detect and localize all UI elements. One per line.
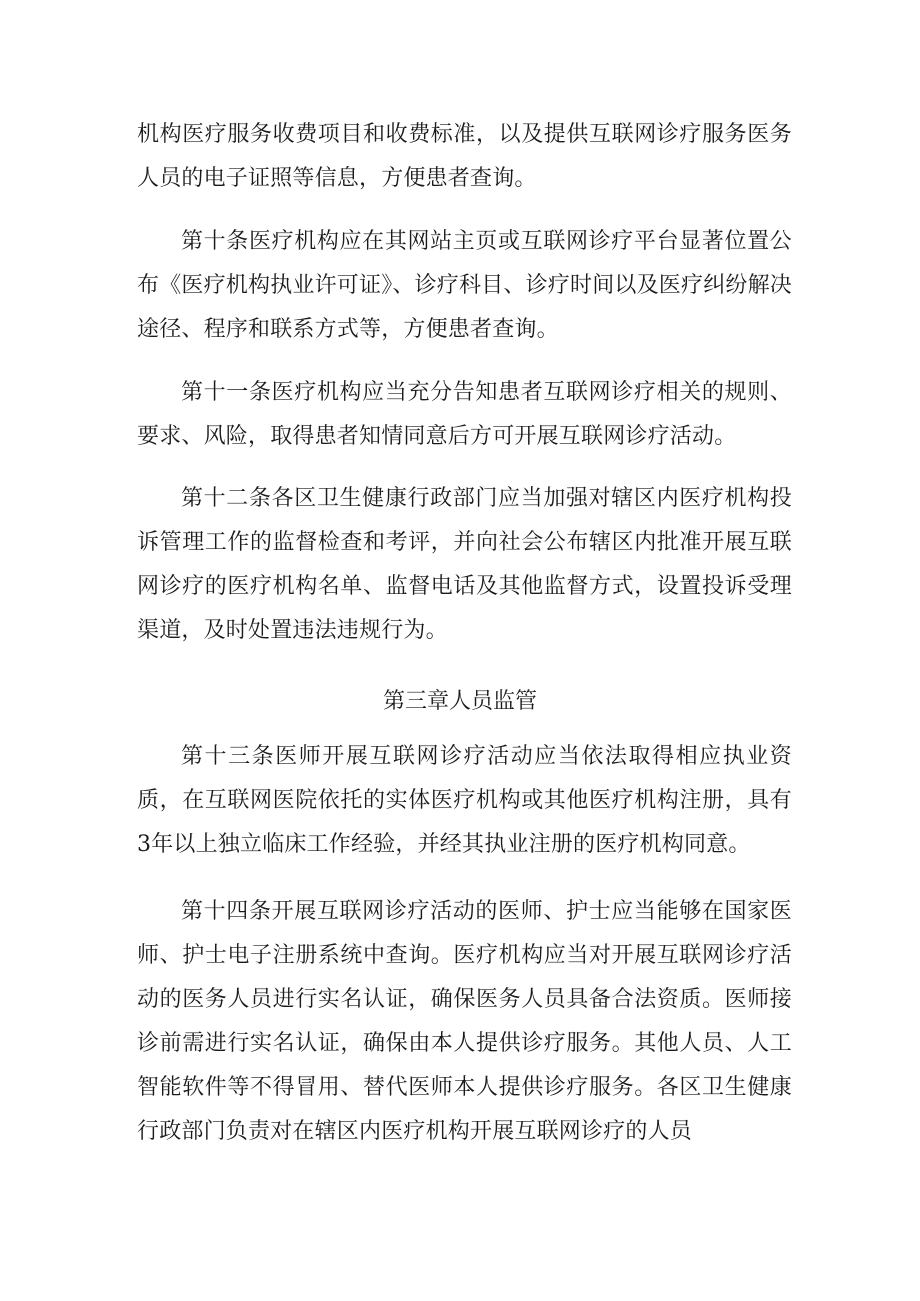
paragraph-continuation	[137, 113, 792, 201]
paragraph-1: 机构医疗服务收费项目和收费标准，以及提供互联网诊疗服务医务人员的电子证照等信息，方便患者查询。	[137, 122, 792, 191]
paragraph-article-11	[137, 371, 792, 459]
chapter-heading: 第三章人员监管	[382, 689, 537, 714]
paragraph-5: 第十三条医师开展互联网诊疗活动应当依法取得相应执业资质，在互联网医院依托的实体医疗机构或其他医疗机构注册，具有3年以上独立临床工作经验，并经其执业注册的医疗机构同意。	[137, 744, 792, 857]
paragraph-article-13	[137, 735, 792, 867]
paragraph-6: 第十四条开展互联网诊疗活动的医师、护士应当能够在国家医师、护士电子注册系统中查询。医疗机构应当对开展互联网诊疗活动的医务人员进行实名认证，确保医务人员具备合法资质。医师接诊前需进行实名认证，确保由本人提供诊疗服务。其他人员、人工智能软件等不得冒用、替代医师本人提供诊疗服务。各区卫生健康行政部门负责对在辖区内医疗机构开展互联网诊疗的人员	[137, 899, 792, 1144]
paragraph-article-10	[137, 220, 792, 352]
paragraph-article-14	[137, 890, 792, 1154]
paragraph-article-12	[137, 477, 792, 653]
paragraph-4: 第十二条各区卫生健康行政部门应当加强对辖区内医疗机构投诉管理工作的监督检查和考评，并向社会公布辖区内批准开展互联网诊疗的医疗机构名单、监督电话及其他监督方式，设置投诉受理渠道，及时处置违法违规行为。	[137, 486, 792, 643]
paragraph-2: 第十条医疗机构应在其网站主页或互联网诊疗平台显著位置公布《医疗机构执业许可证》、诊疗科目、诊疗时间以及医疗纠纷解决途径、程序和联系方式等，方便患者查询。	[137, 229, 793, 342]
paragraph-3: 第十一条医疗机构应当充分告知患者互联网诊疗相关的规则、要求、风险，取得患者知情同意后方可开展互联网诊疗活动。	[137, 380, 792, 449]
